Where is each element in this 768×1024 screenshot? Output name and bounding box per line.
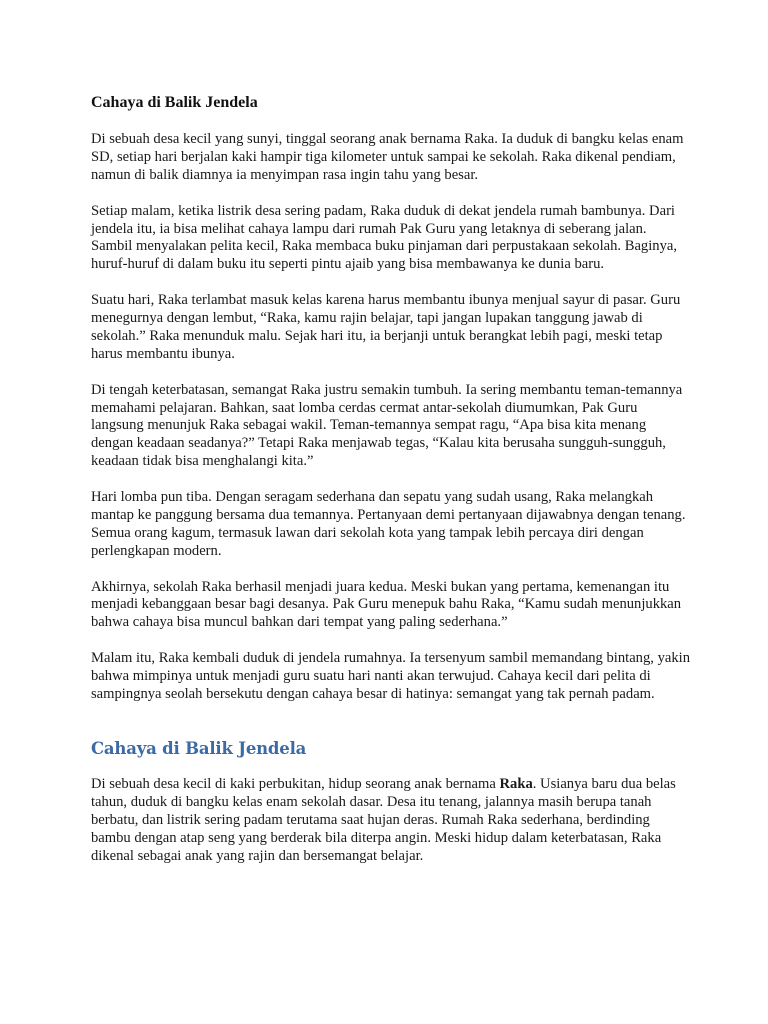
section-paragraph-text-start: Di sebuah desa kecil di kaki perbukitan, hidup seorang anak bernama — [91, 775, 500, 792]
paragraph-4: Di tengah keterbatasan, semangat Raka justru semakin tumbuh. Ia sering membantu teman-temannya memahami pelajaran. Bahkan, saat lomba cerdas cermat antar-sekolah diumumkan, Pak Guru langsung menunjuk Raka sebagai wakil. Teman-temannya sempat ragu, “Apa bisa kita menang dengan keadaan seadanya?” Tetapi Raka menjawab tegas, “Kalau kita berusaha sungguh-sungguh, keadaan tidak bisa menghalangi kita.” — [91, 381, 683, 470]
paragraph-1: Di sebuah desa kecil yang sunyi, tinggal seorang anak bernama Raka. Ia duduk di bangku kelas enam SD, setiap hari berjalan kaki hampir tiga kilometer untuk sampai ke sekolah. Raka dikenal pendiam, namun di balik diamnya ia menyimpan rasa ingin tahu yang besar. — [91, 131, 684, 183]
paragraph-2: Setiap malam, ketika listrik desa sering padam, Raka duduk di dekat jendela rumah bambunya. Dari jendela itu, ia bisa melihat cahaya lampu dari rumah Pak Guru yang letaknya di seberang jalan. Sambil menyalakan pelita kecil, Raka membaca buku pinjaman dari perpustakaan sekolah. Baginya, huruf-huruf di dalam buku itu seperti pintu ajaib yang bisa membawanya ke dunia baru. — [91, 202, 677, 273]
paragraph-5: Hari lomba pun tiba. Dengan seragam sederhana dan sepatu yang sudah usang, Raka melangkah mantap ke panggung bersama dua temannya. Pertanyaan demi pertanyaan dijawabnya dengan tenang. Semua orang kagum, termasuk lawan dari sekolah kota yang tampak lebih percaya diri dengan perlengkapan modern. — [91, 489, 686, 559]
section-heading: Cahaya di Balik Jendela — [91, 738, 307, 758]
paragraph-6: Akhirnya, sekolah Raka berhasil menjadi juara kedua. Meski bukan yang pertama, kemenangan itu menjadi kebanggaan besar bagi desanya. Pak Guru menepuk bahu Raka, “Kamu sudah menunjukkan bahwa cahaya bisa muncul bahkan dari tempat yang paling sederhana.” — [91, 578, 682, 631]
document-page — [91, 92, 691, 883]
bold-name-raka: Raka — [499, 775, 533, 792]
document-title: Cahaya di Balik Jendela — [91, 94, 258, 111]
section-paragraph-text-end: . Usianya baru dua belas tahun, duduk di bangku kelas enam sekolah dasar. Desa itu tenang, jalannya masih berupa tanah berbatu, dan listrik sering padam terutama saat hujan deras. Rumah Raka sederhana, berdinding bambu dengan atap seng yang berderak bila diterpa angin. Meski hidup dalam keterbatasan, Raka dikenal sebagai anak yang rajin dan bersemangat belajar. — [91, 775, 676, 864]
paragraph-7: Malam itu, Raka kembali duduk di jendela rumahnya. Ia tersenyum sambil memandang bintang, yakin bahwa mimpinya untuk menjadi guru suatu hari nanti akan terwujud. Cahaya kecil dari pelita di sampingnya seolah bersekutu dengan cahaya besar di hatinya: semangat yang tak pernah padam. — [91, 650, 690, 702]
section-paragraph — [91, 776, 691, 866]
paragraph-3: Suatu hari, Raka terlambat masuk kelas karena harus membantu ibunya menjual sayur di pasar. Guru menegurnya dengan lembut, “Raka, kamu rajin belajar, tapi jangan lupakan tanggung jawab di sekolah.” Raka menunduk malu. Sejak hari itu, ia berjanji untuk berangkat lebih pagi, meski tetap harus membantu ibunya. — [91, 292, 681, 362]
